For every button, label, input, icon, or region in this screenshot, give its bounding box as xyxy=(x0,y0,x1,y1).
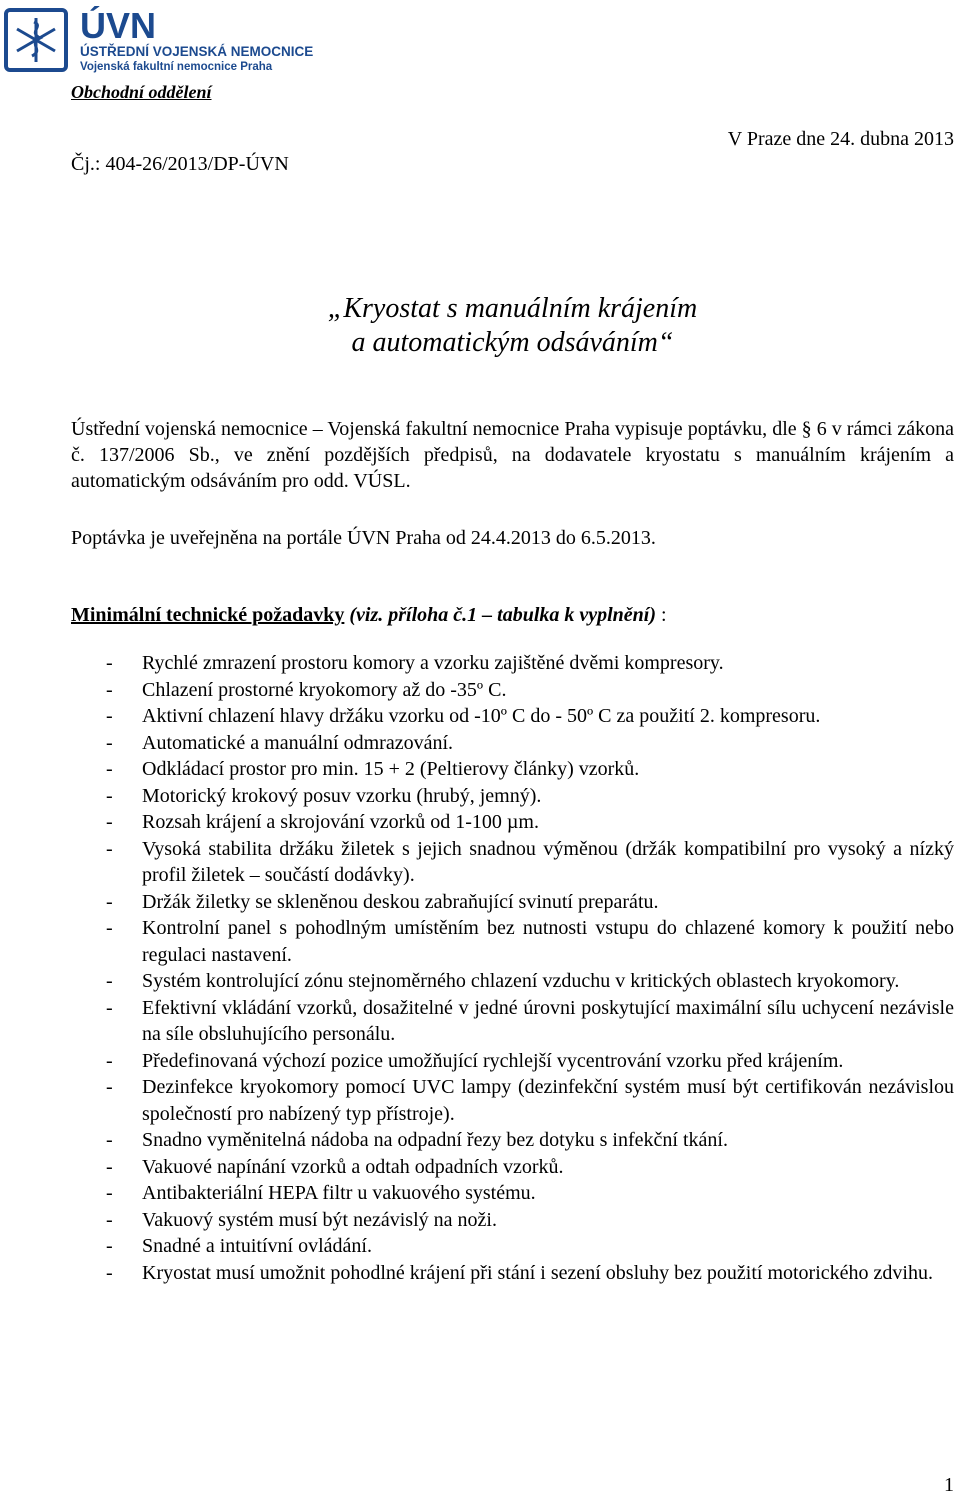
list-item xyxy=(71,836,954,889)
list-bullet-dash: - xyxy=(106,917,113,939)
intro-paragraph: Ústřední vojenská nemocnice – Vojenská fakultní nemocnice Praha vypisuje poptávku, dle § 6 v rámci zákona č. 137/2006 Sb., ve znění pozdějších předpisů, na dodavatele kryostatu s manuálním krájením a automatickým odsáváním pro odd. VÚSL. xyxy=(71,418,954,492)
requirements-title: Minimální technické požadavky xyxy=(71,604,345,626)
list-bullet-dash: - xyxy=(106,1049,113,1072)
list-item xyxy=(71,1048,954,1075)
list-item xyxy=(71,1260,954,1287)
list-item xyxy=(71,1180,954,1207)
list-bullet-dash: - xyxy=(106,996,113,1019)
list-bullet-dash: - xyxy=(106,731,113,754)
list-bullet-dash: - xyxy=(106,705,113,727)
list-item xyxy=(71,809,954,836)
list-bullet-dash: - xyxy=(106,1261,113,1284)
list-item xyxy=(71,1127,954,1154)
list-item-text: Snadno vyměnitelná nádoba na odpadní řezy bez dotyku s infekční tkání. xyxy=(142,1129,728,1151)
list-bullet-dash: - xyxy=(106,652,113,674)
requirements-note: (viz. příloha č.1 – tabulka k vyplnění) xyxy=(349,604,657,626)
list-item xyxy=(71,915,954,968)
list-item xyxy=(71,1207,954,1234)
list-item xyxy=(71,1074,954,1127)
list-item xyxy=(71,783,954,810)
list-item xyxy=(71,1154,954,1181)
document-date: V Praze dne 24. dubna 2013 xyxy=(727,128,954,150)
reference-number: Čj.: 404-26/2013/DP-ÚVN xyxy=(71,153,289,175)
logo-letters: ÚVN xyxy=(80,6,157,46)
requirements-list xyxy=(71,650,954,1286)
list-item-text: Automatické a manuální odmrazování. xyxy=(142,731,454,754)
star-of-life-icon xyxy=(17,18,55,62)
list-item-text: Antibakteriální HEPA filtr u vakuového systému. xyxy=(142,1182,536,1204)
uvn-logo-graphic xyxy=(4,6,334,74)
list-item xyxy=(71,677,954,704)
hospital-logo xyxy=(4,6,334,74)
list-item-text: Rozsah krájení a skrojování vzorků od 1-100 µm. xyxy=(142,811,539,833)
list-bullet-dash: - xyxy=(106,1208,113,1231)
list-item-text: Motorický krokový posuv vzorku (hrubý, jemný). xyxy=(142,784,542,807)
list-item xyxy=(71,650,954,677)
list-item-text: Vakuové napínání vzorků a odtah odpadních vzorků. xyxy=(142,1155,564,1178)
list-item-text: Kryostat musí umožnit pohodlné krájení při stání i sezení obsluhy bez použití motorického zdvihu. xyxy=(142,1261,933,1284)
document-title xyxy=(71,292,954,360)
list-item-text: Odkládací prostor pro min. 15 + 2 (Peltierovy články) vzorků. xyxy=(142,758,640,780)
list-bullet-dash: - xyxy=(106,758,113,780)
list-item xyxy=(71,756,954,783)
list-item-text: Snadné a intuitívní ovládání. xyxy=(142,1235,372,1257)
page-number: 1 xyxy=(944,1474,954,1496)
list-bullet-dash: - xyxy=(106,811,113,833)
list-item-text: Kontrolní panel s pohodlným umístěním bez nutnosti vstupu do chlazené komory k použití nebo regulaci nastavení. xyxy=(142,917,954,966)
list-bullet-dash: - xyxy=(106,890,113,913)
list-item xyxy=(71,1233,954,1260)
list-item xyxy=(71,889,954,916)
list-item-text: Držák žiletky se skleněnou deskou zabraňující svinutí preparátu. xyxy=(142,890,659,913)
list-bullet-dash: - xyxy=(106,1235,113,1257)
list-item-text: Předefinovaná výchozí pozice umožňující rychlejší vycentrování vzorku před krájením. xyxy=(142,1049,844,1072)
list-item xyxy=(71,703,954,730)
list-item-text: Rychlé zmrazení prostoru komory a vzorku zajištěné dvěmi kompresory. xyxy=(142,652,724,674)
logo-line1: ÚSTŘEDNÍ VOJENSKÁ NEMOCNICE xyxy=(80,44,314,59)
list-bullet-dash: - xyxy=(106,678,113,701)
list-item-text: Systém kontrolující zónu stejnoměrného chlazení vzduchu v kritických oblastech kryokomory. xyxy=(142,970,900,992)
list-item-text: Dezinfekce kryokomory pomocí UVC lampy (dezinfekční systém musí být certifikován nezávislou společností pro nabízený typ přístroje). xyxy=(142,1076,954,1125)
list-bullet-dash: - xyxy=(106,1155,113,1178)
list-item-text: Vysoká stabilita držáku žiletek s jejich snadnou výměnou (držák kompatibilní pro vysoký a nízký profil žiletek – součástí dodávky). xyxy=(142,837,954,886)
department-name: Obchodní oddělení xyxy=(71,82,212,102)
title-line-1: „Kryostat s manuálním krájením xyxy=(327,293,698,324)
list-item-text: Vakuový systém musí být nezávislý na noži. xyxy=(142,1208,497,1231)
list-item-text: Chlazení prostorné kryokomory až do -35º C. xyxy=(142,678,507,701)
list-bullet-dash: - xyxy=(106,1182,113,1204)
list-bullet-dash: - xyxy=(106,970,113,992)
list-bullet-dash: - xyxy=(106,1129,113,1151)
list-item xyxy=(71,730,954,757)
list-bullet-dash: - xyxy=(106,1076,113,1098)
list-item-text: Aktivní chlazení hlavy držáku vzorku od -10º C do - 50º C za použití 2. kompresoru. xyxy=(142,705,821,727)
requirements-heading xyxy=(71,604,667,627)
title-line-2: a automatickým odsáváním“ xyxy=(351,327,674,358)
publication-paragraph: Poptávka je uveřejněna na portále ÚVN Praha od 24.4.2013 do 6.5.2013. xyxy=(71,527,656,549)
list-item-text: Efektivní vkládání vzorků, dosažitelné v jedné úrovni poskytující maximální sílu uchycení nezávisle na síle obsluhujícího personálu. xyxy=(142,996,954,1045)
list-bullet-dash: - xyxy=(106,784,113,807)
list-item xyxy=(71,968,954,995)
requirements-colon: : xyxy=(661,604,667,626)
logo-line2: Vojenská fakultní nemocnice Praha xyxy=(80,61,273,73)
list-bullet-dash: - xyxy=(106,837,113,860)
list-item xyxy=(71,995,954,1048)
